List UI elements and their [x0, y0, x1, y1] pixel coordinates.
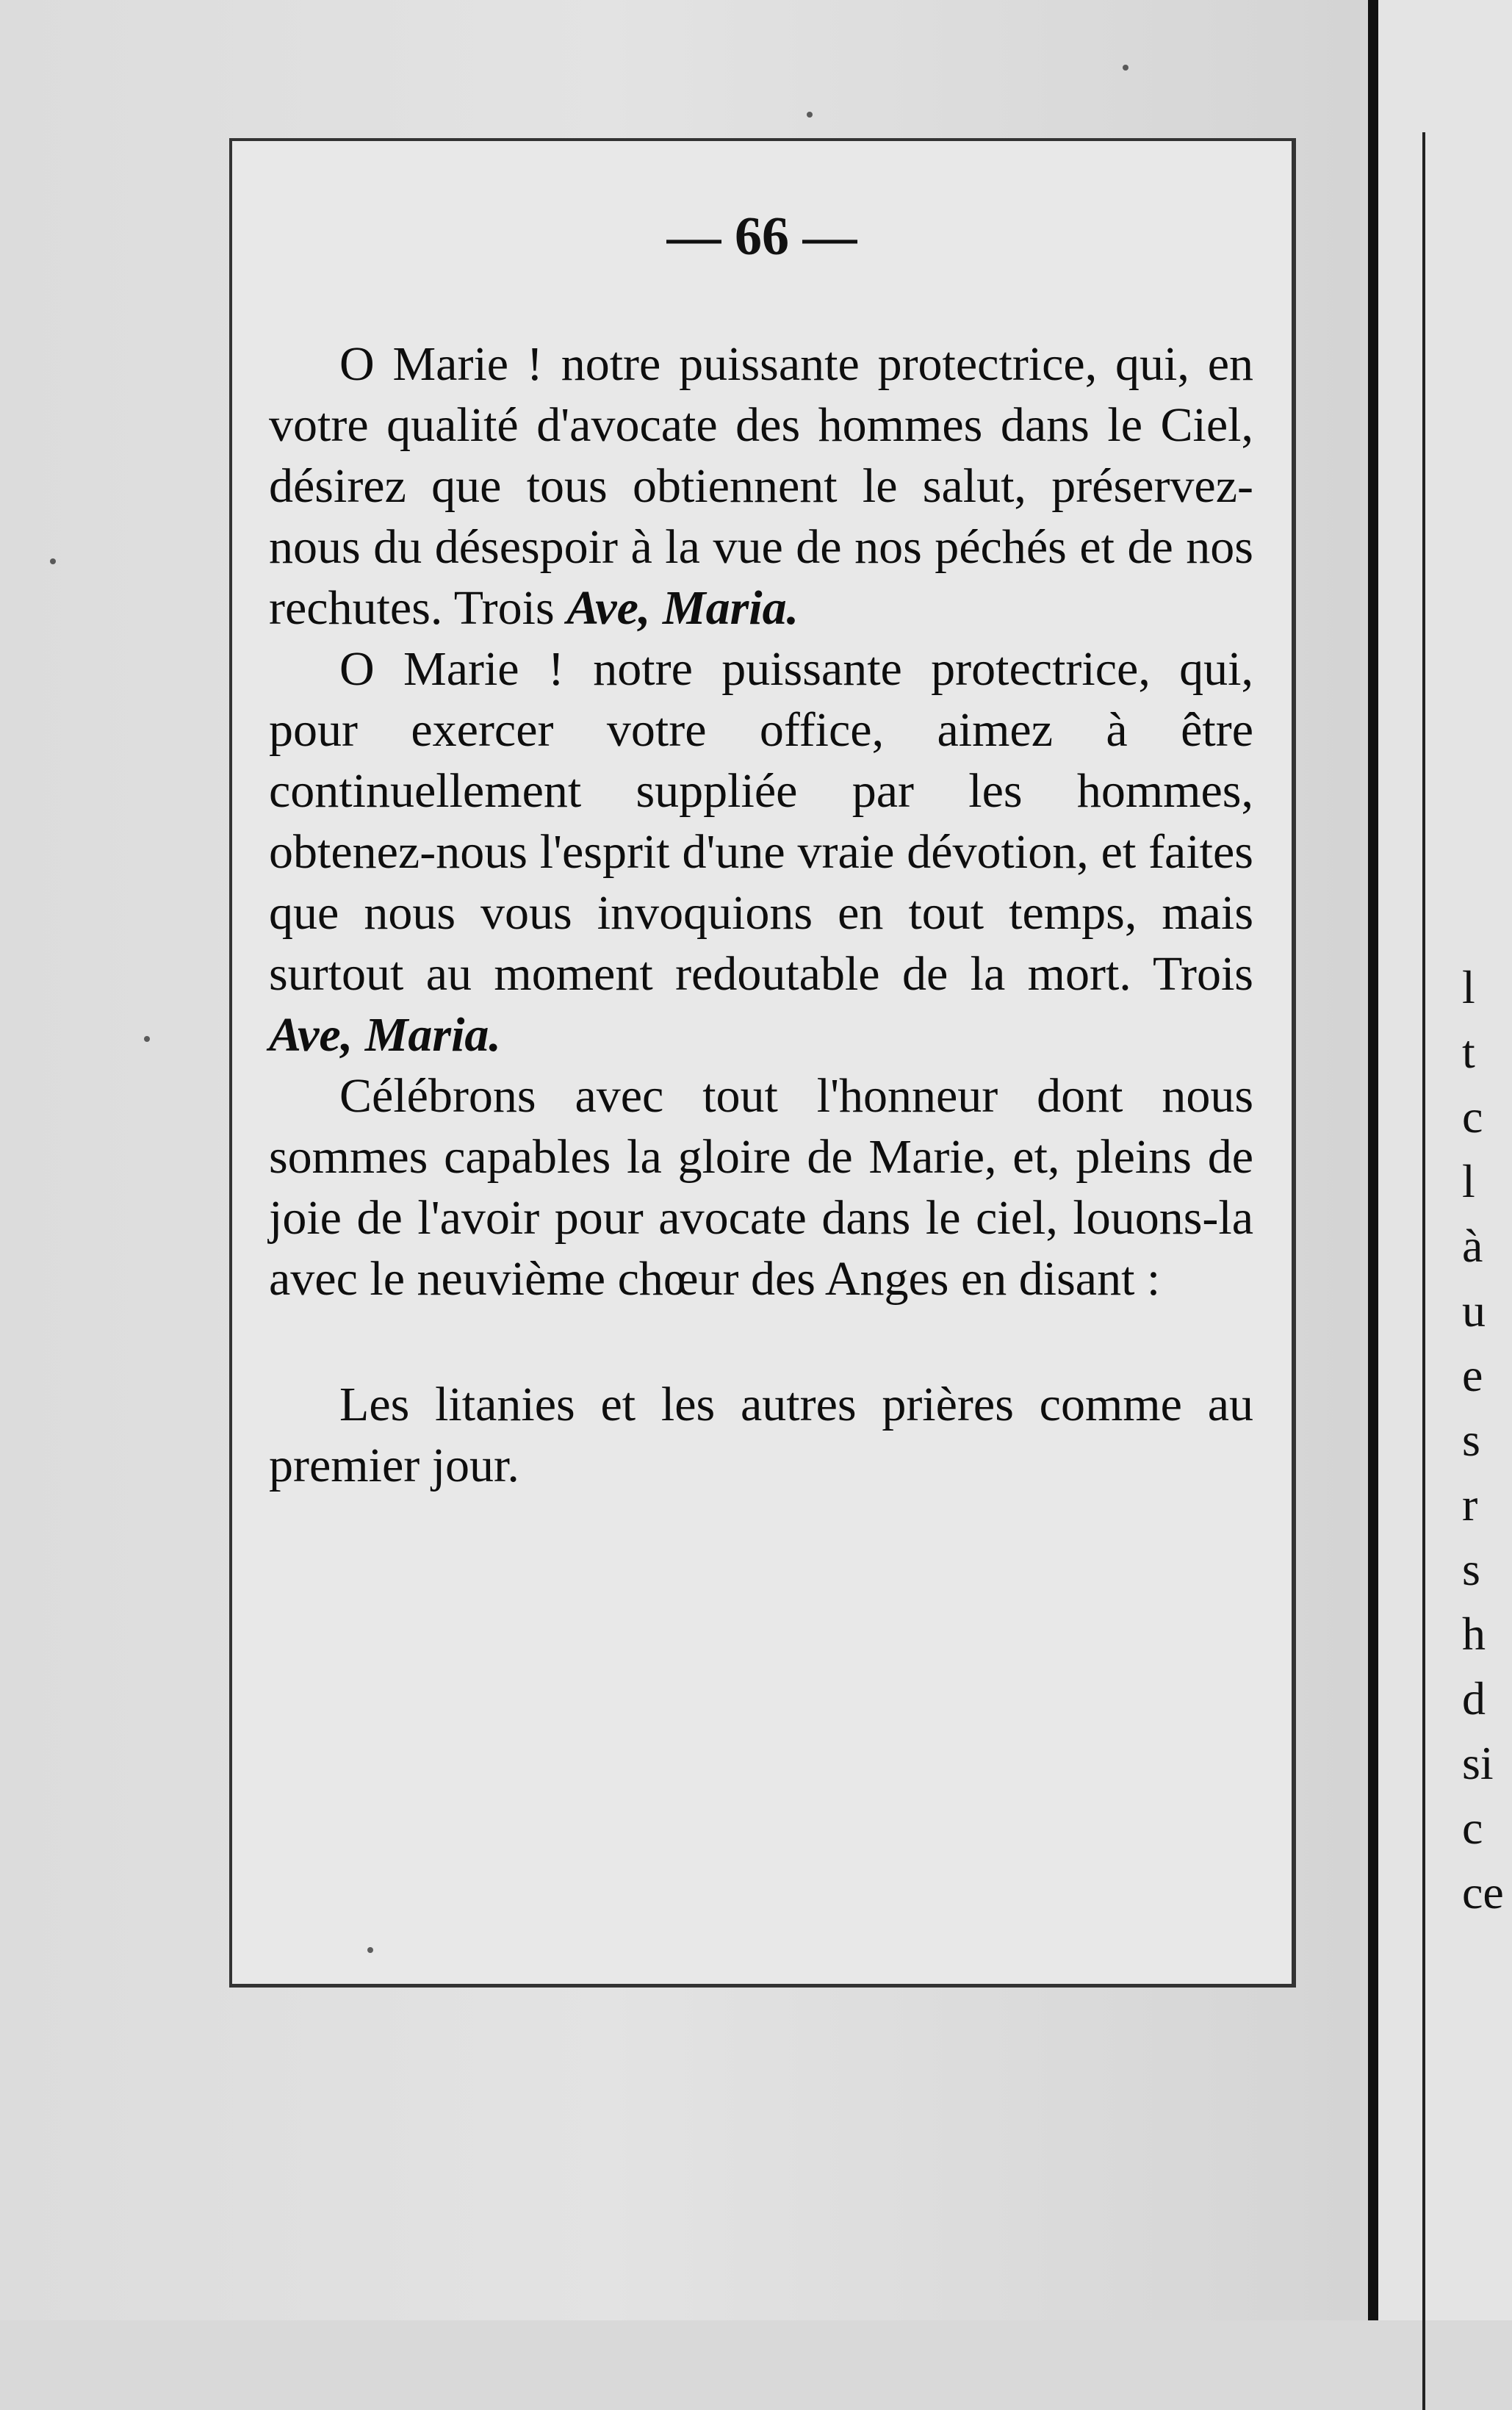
scan-speck [807, 112, 813, 118]
next-page-letter: e [1462, 1349, 1483, 1401]
page-number: — 66 — [666, 206, 857, 267]
paragraph-gap [269, 1309, 1253, 1374]
next-page-text-fragment [1462, 955, 1512, 1918]
paragraph-3 [269, 1065, 1253, 1309]
scan-speck [367, 1947, 373, 1953]
paragraph-3-text: Célébrons avec tout l'honneur dont nous sommes capables la gloire de Marie, et, pleins de joie de l'avoir pour avocate dans le ciel, louons-la avec le neuvième chœur des Anges en disant : [269, 1069, 1253, 1306]
next-page-letter: ce [1462, 1866, 1504, 1918]
paragraph-2 [269, 639, 1253, 1065]
next-page-letter: u [1462, 1284, 1486, 1337]
next-page-letter: si [1462, 1737, 1494, 1789]
book-gutter [1368, 0, 1378, 2320]
paragraph-1-ave-maria: Ave, Maria. [566, 581, 799, 635]
next-page-letter: r [1462, 1478, 1478, 1530]
next-page-letter: d [1462, 1672, 1486, 1724]
paragraph-4 [269, 1374, 1253, 1496]
next-page-letter: c [1462, 1090, 1483, 1143]
scan-speck [1123, 65, 1128, 71]
page-frame [229, 138, 1296, 1988]
paragraph-2-ave-maria: Ave, Maria. [269, 1008, 501, 1062]
next-page-letter: l [1462, 961, 1475, 1013]
next-page-letter: h [1462, 1608, 1486, 1660]
next-page-letter: s [1462, 1543, 1480, 1595]
scan-speck [50, 558, 56, 564]
paragraph-1 [269, 334, 1253, 639]
scan-speck [144, 1036, 150, 1042]
next-page-letter: s [1462, 1414, 1480, 1466]
next-page-letter: c [1462, 1802, 1483, 1854]
page-body [269, 334, 1253, 1496]
next-page-letter: à [1462, 1220, 1483, 1272]
paragraph-2-text: O Marie ! notre puissante protectrice, qui, pour exercer votre office, aimez à être continuellement suppliée par les hommes, obtenez-nous l'esprit d'une vraie dévotion, et faites que nous vous invoquions en tout temps, mais surtout au moment redoutable de la mort. Trois [269, 642, 1253, 1001]
next-page-letter: t [1462, 1026, 1475, 1078]
paragraph-4-text: Les litanies et les autres prières comme au premier jour. [269, 1378, 1253, 1492]
next-page-letter: l [1462, 1155, 1475, 1207]
paragraph-1-text: O Marie ! notre puissante protectrice, qui, en votre qualité d'avocate des hommes dans le Ciel, désirez que tous obtiennent le salut, préservez-nous du désespoir à la vue de nos péchés et de nos rechutes. Trois [269, 337, 1253, 635]
